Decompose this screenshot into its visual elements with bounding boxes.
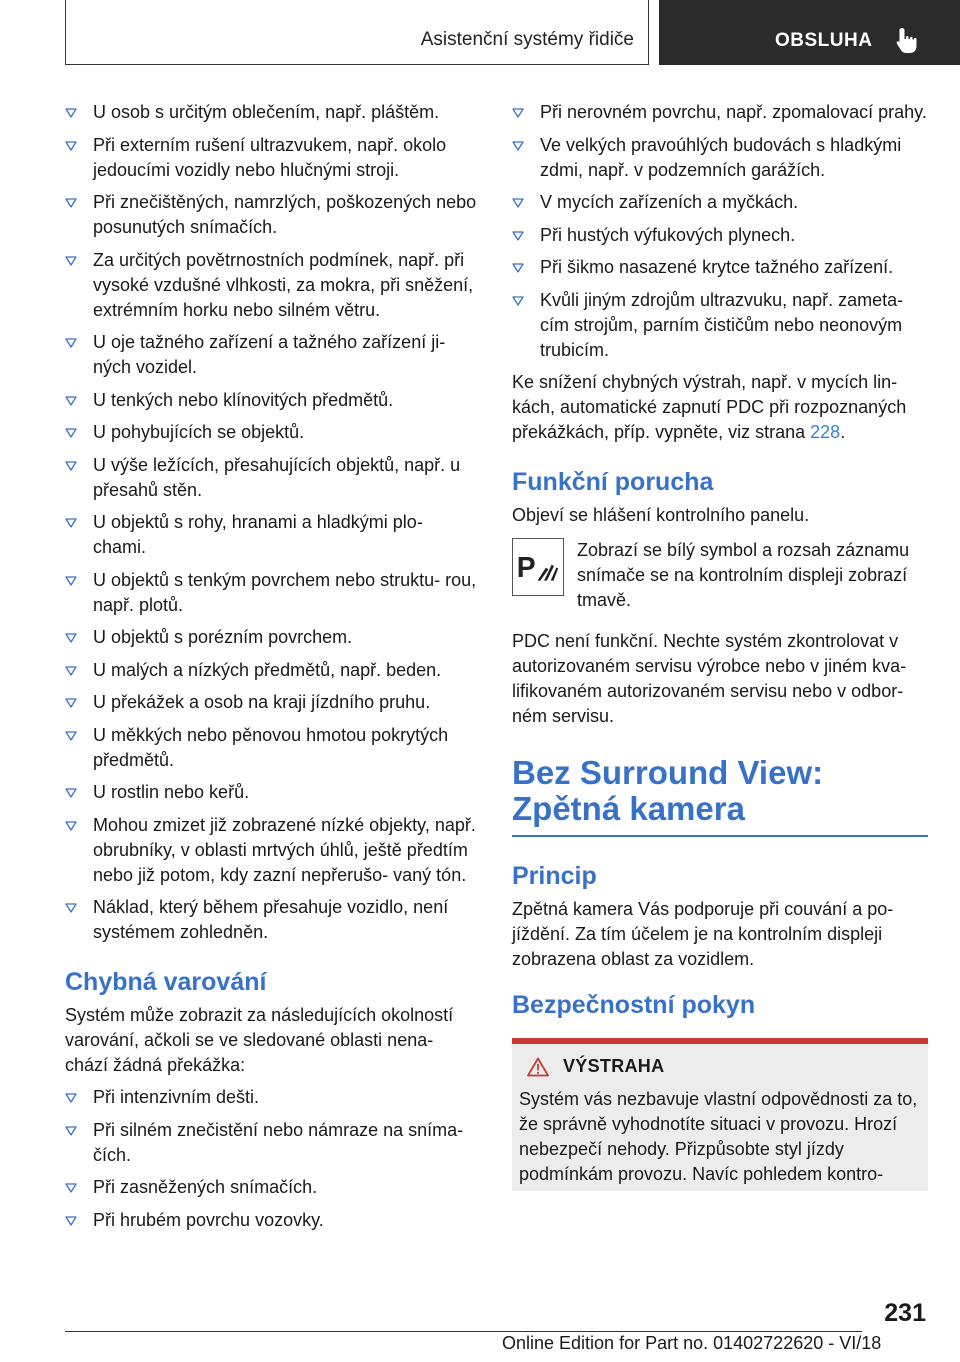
bullet-triangle-icon — [512, 296, 524, 306]
warning-header — [519, 1054, 921, 1079]
bullet-triangle-icon — [65, 518, 77, 528]
header-chapter-box — [65, 0, 649, 65]
list-item — [65, 420, 480, 445]
bullet-triangle-icon — [65, 1093, 77, 1103]
bullet-triangle-icon — [65, 141, 77, 151]
hand-pointer-icon — [895, 26, 921, 54]
false-warnings-intro: Systém může zobrazit za následujících okolností varování, ačkoli se ve sledované oblasti nena‐ chází žádná překážka: — [65, 1005, 454, 1075]
list-item-text: Při hustých výfukových plynech. — [540, 224, 796, 245]
bullet-triangle-icon — [512, 231, 524, 241]
reduce-warnings-text — [512, 370, 928, 445]
list-item — [512, 190, 928, 215]
bullet-triangle-icon — [512, 263, 524, 273]
false-warnings-list — [65, 1085, 480, 1233]
list-item — [65, 690, 480, 715]
list-item-text: U výše ležících, přesahujících objektů, např. u přesahů stěn. — [93, 454, 461, 500]
list-item-text: V mycích zařízeních a myčkách. — [540, 192, 799, 212]
left-column — [65, 100, 480, 1240]
list-item — [65, 813, 480, 888]
list-item-text: U malých a nízkých předmětů, např. beden. — [93, 659, 442, 680]
list-item — [65, 723, 480, 773]
reduce-end: . — [840, 422, 846, 442]
pdc-icon-description: Zobrazí se bílý symbol a rozsah záznamu snímače se na kontrolním displeji zobrazí tmavě. — [577, 540, 910, 610]
list-item-text: Při externím rušení ultrazvukem, např. okolo jedoucími vozidly nebo hlučnými stroji. — [93, 134, 447, 180]
bullet-triangle-icon — [65, 198, 77, 208]
list-item-text: Při intenzivním dešti. — [93, 1087, 260, 1107]
list-item — [65, 100, 480, 125]
list-item-text: Kvůli jiným zdrojům ultrazvuku, např. zameta‐ cím strojům, parním čističům nebo neonovým trubicím. — [540, 289, 904, 360]
list-item-text: U objektů s porézním povrchem. — [93, 627, 353, 647]
bullet-triangle-icon — [512, 198, 524, 208]
list-item-text: U rostlin nebo keřů. — [93, 782, 250, 802]
bullet-triangle-icon — [65, 666, 77, 676]
list-item-text: U překážek a osob na kraji jízdního pruhu. — [93, 692, 431, 712]
list-item-text: Při zasněžených snímačích. — [93, 1177, 318, 1197]
malfunction-text: PDC není funkční. Nechte systém zkontrolovat v autorizovaném servisu výrobce nebo v jiném kva‐ lifikovaném autorizovaném servisu nebo v odbor‐ ném servisu. — [512, 631, 907, 726]
bullet-triangle-icon — [65, 338, 77, 348]
list-item — [512, 223, 928, 248]
pdc-symbol-row — [512, 538, 928, 613]
list-item — [512, 100, 928, 125]
list-item-text: Při silném znečistění nebo námraze na sníma‐ čích. — [93, 1119, 464, 1165]
bullet-triangle-icon — [65, 788, 77, 798]
list-item-text: U osob s určitým oblečením, např. pláštěm. — [93, 102, 440, 122]
bullet-triangle-icon — [65, 461, 77, 471]
pdc-icon-letter: P — [516, 550, 536, 583]
bullet-triangle-icon — [512, 108, 524, 118]
list-item — [512, 288, 928, 363]
list-item-text: Mohou zmizet již zobrazené nízké objekty, např. obrubníky, v oblasti mrtvých úhlů, ještě předtím nebo již potom, kdy zazní nepřerušo‐ vaný tón. — [93, 814, 476, 885]
list-item — [512, 133, 928, 183]
footer-edition: Online Edition for Part no. 01402722620 - VI/18 — [502, 1333, 882, 1353]
limitations-list — [65, 100, 480, 945]
warning-label: VÝSTRAHA — [563, 1056, 665, 1076]
list-item — [65, 895, 480, 945]
list-item-text: U objektů s rohy, hranami a hladkými plo‐ chami. — [93, 512, 423, 557]
list-item — [65, 625, 480, 650]
list-item — [65, 453, 480, 503]
list-item-text: Ve velkých pravoúhlých budovách s hladkými zdmi, např. v podzemních garážích. — [540, 134, 902, 180]
list-item-text: U objektů s tenkým povrchem nebo struktu‐ rou, např. plotů. — [93, 569, 477, 615]
bullet-triangle-icon — [65, 576, 77, 586]
footer-rule — [65, 1331, 862, 1332]
bullet-triangle-icon — [65, 1183, 77, 1193]
bullet-triangle-icon — [65, 396, 77, 406]
bullet-triangle-icon — [65, 1126, 77, 1136]
false-warnings-heading: Chybná varování — [65, 968, 267, 996]
list-item — [512, 255, 928, 280]
list-item — [65, 133, 480, 183]
list-item-text: Při hrubém povrchu vozovky. — [93, 1209, 324, 1230]
warning-text: Systém vás nezbavuje vlastní odpovědnosti za to, že správně vyhodnotíte situaci v provozu. Hrozí nebezpečí nehody. Přizpůsobte styl jízdy podmínkám provozu. Navíc pohledem kontro‐ — [519, 1089, 918, 1184]
list-item-text: U pohybujících se objektů. — [93, 422, 305, 442]
list-item-text: U tenkých nebo klínovitých předmětů. — [93, 389, 394, 410]
header-chapter: Asistenční systémy řidiče — [420, 29, 634, 50]
list-item — [65, 568, 480, 618]
list-item-text: Při šikmo nasazené krytce tažného zařízení. — [540, 257, 894, 277]
bullet-triangle-icon — [65, 903, 77, 913]
list-item-text: Náklad, který během přesahuje vozidlo, není systémem zohledněn. — [93, 897, 449, 942]
list-item — [65, 388, 480, 413]
camera-heading: Bez Surround View: Zpětná kamera — [512, 755, 928, 837]
list-item-text: U měkkých nebo pěnovou hmotou pokrytých předmětů. — [93, 724, 449, 770]
warning-box — [512, 1038, 928, 1191]
page-link-228[interactable]: 228 — [810, 422, 841, 442]
list-item — [65, 658, 480, 683]
list-item-text: Při znečištěných, namrzlých, poškozených nebo posunutých snímačích. — [93, 192, 477, 237]
list-item — [65, 1118, 480, 1168]
bullet-triangle-icon — [65, 256, 77, 266]
header-section-box — [659, 0, 960, 65]
page-number: 231 — [884, 1299, 926, 1327]
principle-text: Zpětná kamera Vás podporuje při couvání a po‐ jíždění. Za tím účelem je na kontrolním displeji zobrazena oblast za vozidlem. — [512, 899, 894, 969]
list-item — [65, 780, 480, 805]
list-item — [65, 190, 480, 240]
warning-triangle-icon — [527, 1057, 549, 1077]
malfunction-intro: Objeví se hlášení kontrolního panelu. — [512, 505, 810, 525]
bullet-triangle-icon — [65, 633, 77, 643]
list-item — [65, 1085, 480, 1110]
list-item-text: U oje tažného zařízení a tažného zařízení ji‐ ných vozidel. — [93, 332, 446, 377]
list-item — [65, 1175, 480, 1200]
safety-heading: Bezpečnostní pokyn — [512, 991, 756, 1019]
bullet-triangle-icon — [65, 108, 77, 118]
bullet-triangle-icon — [65, 1216, 77, 1226]
list-item — [65, 510, 480, 560]
list-item-text: Při nerovném povrchu, např. zpomalovací prahy. — [540, 102, 927, 122]
right-column — [512, 100, 928, 1191]
bullet-triangle-icon — [65, 698, 77, 708]
principle-heading: Princip — [512, 862, 597, 890]
bullet-triangle-icon — [512, 141, 524, 151]
list-item-text: Za určitých povětrnostních podmínek, např. při vysoké vzdušné vlhkosti, za mokra, při sněžení, extrémním horku nebo silném větru. — [93, 249, 474, 320]
reduce-text: Ke snížení chybných výstrah, např. v mycích lin‐ kách, automatické zapnutí PDC při rozpoznaných překážkách, příp. vypněte, viz strana — [512, 372, 907, 442]
list-item — [65, 330, 480, 380]
bullet-triangle-icon — [65, 821, 77, 831]
pdc-warning-icon — [512, 538, 564, 596]
list-item — [65, 248, 480, 323]
header-section: OBSLUHA — [775, 30, 873, 51]
list-item — [65, 1208, 480, 1233]
false-warnings-list-cont — [512, 100, 928, 363]
bullet-triangle-icon — [65, 428, 77, 438]
malfunction-heading: Funkční porucha — [512, 468, 714, 496]
bullet-triangle-icon — [65, 731, 77, 741]
